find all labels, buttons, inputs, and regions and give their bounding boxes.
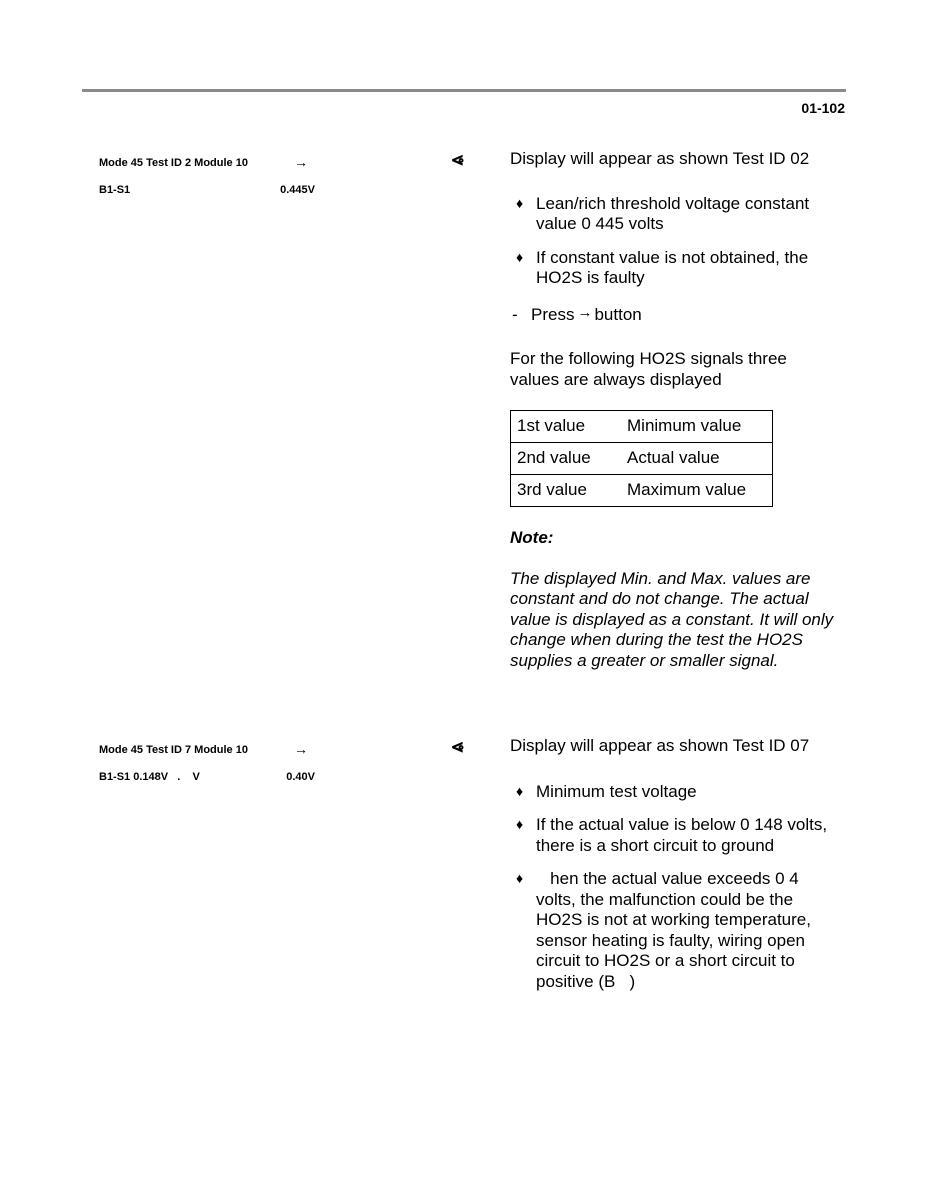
section-2-body	[510, 736, 840, 992]
diamond-bullet-icon: ♦	[516, 248, 524, 265]
step-text-before: Press	[531, 304, 575, 324]
display-line-1	[99, 742, 329, 758]
note-text: The displayed Min. and Max. values are constant and do not change. The actual value is displayed as a constant. It will only change when during the test the HO2S supplies a greater or smaller signal.	[510, 568, 834, 670]
tester-pointer-icon: ⩹	[452, 148, 464, 170]
display-line-2	[99, 182, 329, 198]
section-2-intro: Display will appear as shown Test ID 07	[510, 736, 810, 755]
bullet-item: ♦ Lean/rich threshold voltage constant value 0 445 volts	[516, 193, 810, 233]
tester-pointer-icon: ⩹	[452, 735, 464, 757]
display-voltage-value: 0.445V	[280, 184, 315, 196]
bullet-item: ♦ Minimum test voltage	[516, 781, 697, 801]
arrow-right-icon: →	[294, 741, 308, 757]
tester-display-1	[99, 155, 329, 198]
diamond-bullet-icon: ♦	[516, 782, 524, 799]
tester-display-2	[99, 742, 329, 785]
section-1-body	[510, 149, 840, 671]
display-mode-text: Mode 45 Test ID 7 Module 10	[99, 744, 248, 756]
display-sensor-text: B1-S1	[99, 184, 131, 196]
bullet-item: ♦ If constant value is not obtained, the HO2S is faulty	[516, 247, 809, 287]
section-1-intro: Display will appear as shown Test ID 02	[510, 149, 810, 168]
arrow-right-icon: →	[577, 303, 593, 321]
diamond-bullet-icon: ♦	[516, 816, 524, 832]
display-mode-text: Mode 45 Test ID 2 Module 10	[99, 157, 248, 169]
bullet-item: ♦ hen the actual value exceeds 0 4 volts, the malfunction could be the HO2S is not at working temperature, sensor heating is faulty, wiring open circuit to HO2S or a short circuit to positive (B )	[516, 869, 816, 991]
values-paragraph: For the following HO2S signals three values are always displayed	[510, 349, 787, 389]
diamond-bullet-icon: ♦	[516, 194, 524, 211]
bullet-item: ♦ If the actual value is below 0 148 volts, there is a short circuit to ground	[516, 815, 828, 855]
table-row: 1st value Minimum value	[511, 411, 773, 443]
table-row: 3rd value Maximum value	[511, 475, 773, 507]
step-instruction	[510, 303, 840, 326]
diamond-bullet-icon: ♦	[516, 870, 524, 886]
page-number: 01-102	[801, 100, 845, 116]
header-rule	[82, 89, 846, 92]
arrow-right-icon: →	[294, 154, 308, 170]
note-title: Note:	[510, 528, 554, 547]
table-row: 2nd value Actual value	[511, 443, 773, 475]
display-line-1	[99, 155, 329, 171]
step-text-after: button	[594, 304, 642, 324]
values-table	[510, 410, 773, 507]
display-sensor-text: B1-S1 0.148V . V	[99, 771, 200, 783]
display-line-2	[99, 769, 329, 785]
dash-symbol: -	[512, 304, 518, 324]
display-voltage-value: 0.40V	[286, 771, 315, 783]
